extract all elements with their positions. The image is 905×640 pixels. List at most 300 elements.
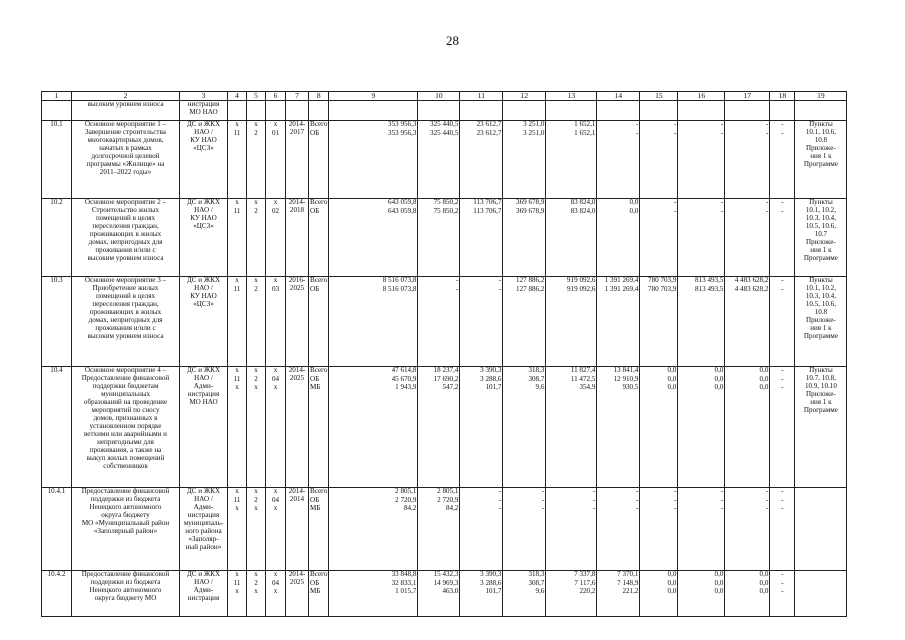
code-col-5 [247,571,266,617]
activity-name: Предоставление финансовой поддержки из бюджета Ненецкого автономного округа бюджету МО «Муниципальный район «Заполярный район» [72,488,180,571]
value-line: - [593,487,596,496]
value-line: Всего [310,570,328,579]
value-line: 220,2 [579,586,596,595]
value-line: 11 [233,128,241,137]
executor: ДС и ЖКХ НАО / КУ НАО «ЦСЗ» [180,199,228,277]
value-line: 04 [271,578,280,587]
amount-col-11 [460,101,503,121]
value-line: 127 886,2 [516,276,545,285]
column-number: 10 [418,92,460,101]
period-years [286,101,309,121]
amount-col-17 [725,277,770,367]
amount-col-10 [418,101,460,121]
value-line: 325 440,5 [430,120,459,129]
column-number: 14 [597,92,640,101]
value-line: 12 910,9 [613,374,639,383]
program-reference: Пункты 10.1, 10.2, 10.3, 10.4, 10.5, 10.6, 10.7 Приложе- ния 1 к Программе [795,199,847,277]
row-number: 10.4.2 [42,571,72,617]
value-line: - [766,503,769,512]
column-number: 18 [770,92,795,101]
value-line: - [674,487,677,496]
amount-col-9 [329,571,418,617]
period-years: 2014- 2014 [286,488,309,571]
value-line: - [721,503,724,512]
amount-col-11 [460,367,503,488]
value-line: х [273,570,278,579]
value-line: х [254,586,258,595]
funding-source [309,121,329,199]
amount-col-9 [329,367,418,488]
value-line: - [674,198,677,207]
value-line: 11 [233,206,241,215]
value-line: 83 824,0 [570,206,596,215]
value-line: - [636,487,639,496]
value-line: 0,0 [759,586,769,595]
value-line: 0,0 [759,374,769,383]
value-line: - [674,503,677,512]
value-line: х [235,382,239,391]
value-line: 11 [233,284,241,293]
value-line: - [542,503,545,512]
value-line: 2 [254,128,258,137]
value-line: 780 703,9 [648,276,677,285]
value-line: Всего [310,120,328,129]
amount-col-10 [418,199,460,277]
value-line: х [273,120,278,129]
value-line: - [766,198,769,207]
funding-source [309,488,329,571]
program-reference: Пункты 10.1, 10.6, 10.8 Приложе- ния 1 к Программе [795,121,847,199]
amount-col-10 [418,367,460,488]
value-line: Всего [310,276,328,285]
value-line: 2 805,1 [395,487,417,496]
value-line: х [235,198,239,207]
code-col-6 [266,101,286,121]
value-line: - [766,495,769,504]
code-col-6 [266,571,286,617]
value-line: 7 337,8 [574,570,596,579]
amount-col-16 [678,121,725,199]
value-line: 2 805,1 [437,487,459,496]
row-number: 10.4.1 [42,488,72,571]
code-col-4 [228,488,247,571]
page-number: 28 [446,33,459,48]
amount-col-16 [678,199,725,277]
code-col-5 [247,277,266,367]
column-number: 13 [546,92,597,101]
value-line: 15 432,3 [433,570,459,579]
value-line: х [273,198,278,207]
value-line: 0,0 [667,374,677,383]
executor: ДС и ЖКХ НАО / Адми- нистрация [180,571,228,617]
amount-col-17 [725,101,770,121]
amount-col-18 [770,101,795,121]
amount-col-17 [725,121,770,199]
value-line: 18 237,4 [433,366,459,375]
value-line: - [781,495,784,504]
amount-col-14 [597,571,640,617]
amount-col-12 [503,488,546,571]
table-row [42,367,847,488]
value-line: 325 440,5 [430,128,459,137]
value-line: х [273,382,278,391]
code-col-6 [266,199,286,277]
column-number: 17 [725,92,770,101]
program-reference [795,571,847,617]
amount-col-12 [503,571,546,617]
value-line: - [542,495,545,504]
value-line: 0,0 [714,382,724,391]
value-line: - [456,276,459,285]
amount-col-15 [640,367,678,488]
value-line: - [721,206,724,215]
value-line: х [273,503,278,512]
value-line: 04 [271,495,280,504]
value-line: - [542,487,545,496]
amount-col-12 [503,101,546,121]
table-row [42,121,847,199]
value-line: - [766,487,769,496]
value-line: - [674,120,677,129]
funding-source [309,277,329,367]
value-line: 03 [271,284,280,293]
column-number: 7 [286,92,309,101]
amount-col-12 [503,121,546,199]
code-col-4 [228,101,247,121]
value-line: 2 [254,495,258,504]
value-line: 7 370,1 [617,570,639,579]
row-number: 10.4 [42,367,72,488]
amount-col-12 [503,199,546,277]
value-line: 919 092,6 [567,276,596,285]
value-line: 0,0 [629,206,639,215]
value-line: 3 251,0 [523,128,545,137]
value-line: - [721,120,724,129]
value-line: - [593,495,596,504]
amount-col-11 [460,277,503,367]
amount-col-10 [418,121,460,199]
value-line: 813 493,5 [695,284,724,293]
value-line: 14 969,3 [433,578,459,587]
amount-col-18 [770,121,795,199]
amount-col-18 [770,277,795,367]
row-number [42,101,72,121]
value-line: 369 678,9 [516,198,545,207]
value-line: 45 670,9 [391,374,417,383]
program-reference [795,101,847,121]
amount-col-9 [329,488,418,571]
value-line: 01 [271,128,280,137]
value-line: Всего [310,366,328,375]
amount-col-16 [678,367,725,488]
value-line: 0,0 [629,198,639,207]
value-line: - [636,120,639,129]
value-line: - [781,382,784,391]
value-line: 127 886,2 [516,284,545,293]
value-line: 2 [254,374,258,383]
value-line: 2 [254,578,258,587]
value-line: 83 824,0 [570,198,596,207]
value-line: 3 288,6 [480,374,502,383]
value-line: - [499,276,502,285]
column-number: 6 [266,92,286,101]
value-line: 0,0 [667,570,677,579]
value-line: - [766,128,769,137]
funding-source [309,199,329,277]
value-line: - [721,487,724,496]
activity-name: Основное мероприятие 3 – Приобретение жилых помещений в целях переселения граждан, проживающих в жилых домах, непригодных для проживания и/или с высоким уровнем износа [72,277,180,367]
code-col-6 [266,121,286,199]
value-line: х [273,366,278,375]
activity-name: Основное мероприятие 4 – Предоставление финансовой поддержки бюджетам муниципальных образований на проведение мероприятий по сносу домов, признанных в установленном порядке ветхими или аварийными и непригодными для проживания, а также на выкуп жилых помещений собственников [72,367,180,488]
funding-source [309,571,329,617]
executor: ДС и ЖКХ НАО / Адми- нистрация муниципаль- ного района «Заполяр- ный район» [180,488,228,571]
amount-col-13 [546,199,597,277]
column-number: 3 [180,92,228,101]
value-line: - [781,276,784,285]
value-line: 353 956,3 [388,128,417,137]
amount-col-14 [597,277,640,367]
column-number: 5 [247,92,266,101]
value-line: 1 015,7 [395,586,417,595]
code-col-5 [247,101,266,121]
value-line: 11 827,4 [570,366,596,375]
amount-col-15 [640,199,678,277]
value-line: ОБ [310,128,320,137]
value-line: 0,0 [714,570,724,579]
amount-col-14 [597,367,640,488]
amount-col-18 [770,367,795,488]
value-line: 643 059,8 [388,206,417,215]
value-line: 75 850,2 [433,206,459,215]
value-line: 2 [254,284,258,293]
column-number: 11 [460,92,503,101]
executor: ДС и ЖКХ НАО / КУ НАО «ЦСЗ» [180,121,228,199]
value-line: - [674,495,677,504]
amount-col-18 [770,199,795,277]
value-line: 84,2 [403,503,417,512]
period-years: 2016- 2025 [286,277,309,367]
amount-col-14 [597,101,640,121]
code-col-4 [228,571,247,617]
value-line: 318,3 [528,366,545,375]
value-line: 643 059,8 [388,198,417,207]
value-line: 113 706,7 [473,206,502,215]
value-line: - [766,120,769,129]
value-line: - [781,120,784,129]
funding-source [309,367,329,488]
amount-col-14 [597,488,640,571]
value-line: 1 652,1 [574,120,596,129]
amount-col-14 [597,199,640,277]
value-line: 75 850,2 [433,198,459,207]
column-number: 15 [640,92,678,101]
column-number: 19 [795,92,847,101]
value-line: х [254,366,258,375]
executor: нистрация МО НАО [180,101,228,121]
value-line: 1 391 269,4 [604,284,639,293]
value-line: х [254,382,258,391]
value-line: 463,0 [442,586,459,595]
value-line: 813 493,5 [695,276,724,285]
amount-col-11 [460,571,503,617]
value-line: - [499,487,502,496]
value-line: х [273,586,278,595]
row-number: 10.1 [42,121,72,199]
value-line: 11 [233,374,241,383]
value-line: - [781,570,784,579]
amount-col-13 [546,571,597,617]
value-line: - [781,198,784,207]
value-line: 84,2 [445,503,459,512]
value-line: 0,0 [759,578,769,587]
value-line: - [721,128,724,137]
value-line: 47 614,8 [391,366,417,375]
value-line: х [235,120,239,129]
amount-col-15 [640,488,678,571]
program-financing-table [41,91,847,617]
value-line: 308,7 [528,374,545,383]
value-line: - [674,128,677,137]
amount-col-17 [725,199,770,277]
value-line: 354,9 [579,382,596,391]
value-line: 3 251,0 [523,120,545,129]
amount-col-18 [770,488,795,571]
amount-col-17 [725,571,770,617]
value-line: 547,2 [442,382,459,391]
value-line: Всего [310,487,328,496]
value-line: х [235,487,239,496]
program-reference [795,488,847,571]
table-row [42,571,847,617]
amount-col-10 [418,488,460,571]
value-line: 0,0 [714,578,724,587]
amount-col-16 [678,101,725,121]
amount-col-12 [503,367,546,488]
row-number: 10.3 [42,277,72,367]
value-line: МБ [310,586,321,595]
amount-col-17 [725,488,770,571]
value-line: 0,0 [667,366,677,375]
column-number: 4 [228,92,247,101]
amount-col-11 [460,199,503,277]
value-line: - [636,128,639,137]
value-line: 2 720,9 [437,495,459,504]
value-line: 221,2 [622,586,639,595]
value-line: 11 [233,495,241,504]
activity-name: высоким уровнем износа [72,101,180,121]
value-line: 101,7 [485,382,502,391]
value-line: - [456,284,459,293]
code-col-6 [266,488,286,571]
amount-col-16 [678,277,725,367]
amount-col-13 [546,488,597,571]
column-number: 1 [42,92,72,101]
value-line: ОБ [310,206,320,215]
value-line: 1 652,1 [574,128,596,137]
value-line: 930,5 [622,382,639,391]
amount-col-9 [329,101,418,121]
value-line: 23 612,7 [476,128,502,137]
value-line: 13 841,4 [613,366,639,375]
code-col-6 [266,367,286,488]
value-line: 369 678,9 [516,206,545,215]
column-number: 2 [72,92,180,101]
value-line: - [781,206,784,215]
amount-col-16 [678,571,725,617]
value-line: 101,7 [485,586,502,595]
value-line: 318,3 [528,570,545,579]
value-line: 308,7 [528,578,545,587]
amount-col-17 [725,367,770,488]
program-reference: Пункты 10.7, 10.8, 10.9, 10.10 Приложе- ния 1 к Программе [795,367,847,488]
activity-name: Предоставление финансовой поддержки из бюджета Ненецкого автономного округа бюджету МО [72,571,180,617]
value-line: 3 390,3 [480,366,502,375]
period-years: 2014- 2018 [286,199,309,277]
amount-col-9 [329,277,418,367]
value-line: 7 148,9 [617,578,639,587]
table-row [42,488,847,571]
amount-col-12 [503,277,546,367]
row-number: 10.2 [42,199,72,277]
value-line: 11 [233,578,241,587]
value-line: 23 612,7 [476,120,502,129]
amount-col-15 [640,571,678,617]
value-line: 0,0 [667,586,677,595]
value-line: 353 956,3 [388,120,417,129]
amount-col-15 [640,121,678,199]
executor: ДС и ЖКХ НАО / КУ НАО «ЦСЗ» [180,277,228,367]
amount-col-10 [418,571,460,617]
value-line: 3 390,3 [480,570,502,579]
code-col-5 [247,367,266,488]
value-line: - [781,128,784,137]
amount-col-14 [597,121,640,199]
value-line: х [235,586,239,595]
value-line: МБ [310,382,321,391]
value-line: 17 690,2 [433,374,459,383]
value-line: - [636,503,639,512]
value-line: - [781,374,784,383]
amount-col-10 [418,277,460,367]
value-line: 11 472,5 [570,374,596,383]
value-line: х [254,198,258,207]
period-years: 2014- 2025 [286,367,309,488]
value-line: ОБ [310,284,320,293]
value-line: - [721,198,724,207]
column-number: 12 [503,92,546,101]
value-line: 1 943,9 [395,382,417,391]
executor: ДС и ЖКХ НАО / Адми- нистрация МО НАО [180,367,228,488]
amount-col-13 [546,367,597,488]
amount-col-16 [678,488,725,571]
value-line: - [593,503,596,512]
value-line: х [273,276,278,285]
value-line: - [674,206,677,215]
value-line: 0,0 [759,570,769,579]
value-line: 2 720,9 [395,495,417,504]
code-col-5 [247,488,266,571]
period-years: 2014- 2025 [286,571,309,617]
value-line: 0,0 [714,586,724,595]
value-line: - [636,495,639,504]
value-line: 32 833,1 [391,578,417,587]
value-line: МБ [310,503,321,512]
amount-col-18 [770,571,795,617]
code-col-4 [228,277,247,367]
value-line: 113 706,7 [473,198,502,207]
value-line: 9,6 [535,586,545,595]
